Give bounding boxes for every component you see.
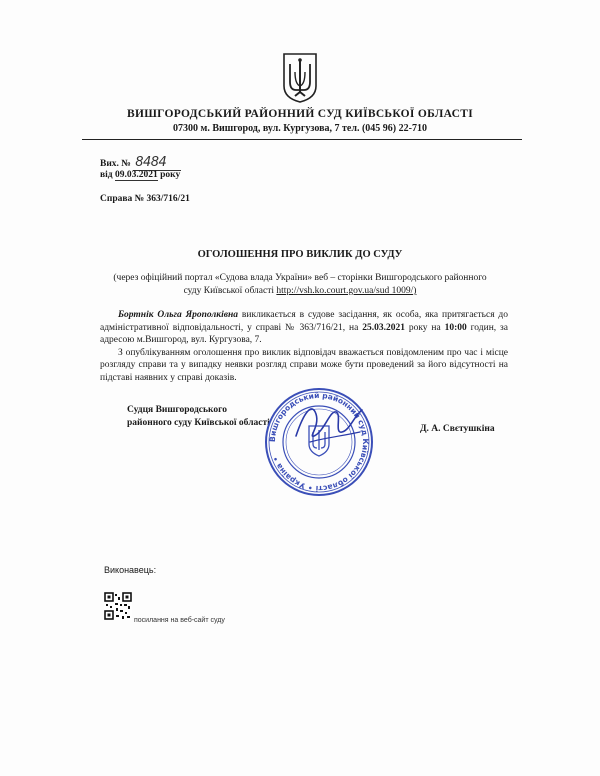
notice-title: ОГОЛОШЕННЯ ПРО ВИКЛИК ДО СУДУ — [197, 249, 403, 260]
judge-title-line1: Судця Вишгородського — [127, 405, 227, 415]
hearing-time: 10:00 — [444, 322, 467, 333]
court-name: ВИШГОРОДСЬКИЙ РАЙОННИЙ СУД КИЇВСЬКОЇ ОБЛАСТІ — [127, 108, 473, 120]
case-label: Справа № — [100, 194, 145, 204]
portal-note-line1: (через офіційний портал «Судова влада України» веб – сторінки Вишгородського районного — [113, 273, 487, 283]
trident-coat-of-arms-icon — [282, 52, 318, 104]
portal-note — [110, 272, 490, 298]
summons-text-a: викликається в судове засідання, як особа, яка притягається до адміністративної відповідальності, у справі № 363/716/21, на — [100, 310, 509, 333]
date-prefix: від — [100, 170, 113, 180]
portal-note-line2: суду Київської області — [183, 286, 275, 296]
case-number-value: 363/716/21 — [146, 194, 190, 204]
person-name: Бортнік Ольга Ярополківна — [118, 310, 239, 320]
seal-text: Вишгородський районний суд Київської області • Україна • — [267, 390, 371, 494]
letterhead-divider — [82, 139, 522, 140]
hearing-date: 25.03.2021 — [362, 322, 405, 333]
qr-code-icon[interactable] — [104, 592, 132, 620]
notice-body — [100, 309, 508, 385]
outgoing-number-value: 8484 — [133, 155, 181, 171]
date-suffix: року — [160, 170, 181, 180]
outgoing-number — [100, 155, 181, 171]
summons-paragraph — [100, 309, 508, 347]
handwritten-signature-icon — [290, 392, 368, 454]
outgoing-date — [100, 170, 180, 181]
qr-caption: посилання на веб-сайт суду — [134, 617, 225, 624]
executor-label: Виконавець: — [104, 565, 157, 575]
judge-name: Д. А. Свєтушкіна — [420, 424, 495, 434]
outgoing-label: Вих. № — [100, 159, 131, 169]
judge-title-line2: районного суду Київської області — [127, 418, 270, 428]
consequences-paragraph: З опублікуванням оголошення про виклик відповідач вважається повідомленим про час і місце розгляду справи та у випадку неявки розгляд справи може бути проведений за його відсутності на підставі наявних у справі доказів. — [100, 347, 508, 383]
portal-link[interactable]: http://vsh.ko.court.gov.ua/sud 1009/) — [276, 286, 417, 296]
court-address: 07300 м. Вишгород, вул. Кургузова, 7 тел. (045 96) 22-710 — [173, 123, 427, 134]
summons-text-c: годин, за адресою м.Вишгород, вул. Кургузова, 7. — [100, 322, 508, 346]
date-value: 09.03.2021 — [114, 170, 158, 180]
summons-text-b: року на — [408, 322, 441, 333]
case-number — [100, 194, 190, 204]
